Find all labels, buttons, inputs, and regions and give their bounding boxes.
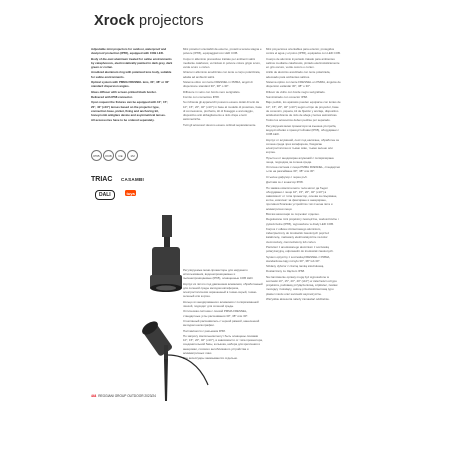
paragraph: Glass diffuser with screen-printed black border. <box>91 89 157 94</box>
distance-icon: 1M <box>127 150 138 161</box>
paragraph: Mini proiettori orientabili da esterno, protetti a tenuta stagna e polvere (IP65), equipaggiati con LED COB. <box>183 47 262 56</box>
paragraph: Стеклянный рассеиватель с черной рамкой, нанесенной методом шелкографии. <box>183 318 260 328</box>
paragraph: Регулируеми мини прожектори за външна употреба, водоустойчиви и прахоустойчиви (IP65), оборудвани с COB LED. <box>266 123 339 137</box>
title-brand: Xrock <box>94 13 135 29</box>
paragraph: Cuerpo de aluminio inyectado tratado para ambientes salinos mediante cataforesis, pintado electrostáticamente en gris oscuro, verde oscuro o corten. <box>266 56 340 69</box>
paragraph: Sistema ottico con lente FRESNEL in PMMA, angoli di dispersione standard 30°, 38° o 30°. <box>183 79 253 89</box>
paragraph: Sistema óptico con lente FRESNEL en PMMA, ángulos de dispersión estándar 30°, 38° o 30°. <box>266 79 341 89</box>
paragraph: Upon request the fixtures can be equipped with 10°, 15°, 20°, 40° (x10°) lenses based on the projector type, connection base, picket, fixing and anchoring kit, honeycomb antiglare device and asymmetrical lenses. <box>91 100 169 117</box>
paragraph: Ghiera in alluminio anodizzato con lente a corpo polarizzata, adatta ad ambienti salini. <box>183 70 261 79</box>
footer-text: REGGIANI GROUP OUTDOOR 2023/24 <box>98 394 156 398</box>
ik08-icon: IK08 <box>103 150 114 161</box>
paragraph: Fornito con connettore IP68. <box>183 94 220 99</box>
paragraph: Регулируемые мини-прожекторы для наружного использования, водонепроницаемые и пыленепроницаемые (IP65), оснащенные COB LED. <box>183 268 254 281</box>
paragraph: Na zamówienie oprawy mogą być wyposażone w soczewki 10°, 15°, 20°, 40° (x10°) w zależności od typu projektora, podstawę przyłączeniową, szpikulec, zestaw mocujący i kotwiący, osłonę przeciwolśnieniową typu plaster miodu oraz soczewki asymetryczne. <box>266 274 338 296</box>
paragraph: Difusor de vidrio con borde negro serigrafiado. <box>266 89 326 94</box>
certification-icons <box>91 150 174 210</box>
paragraph: Pierścień z anodowanego aluminium z soczewką polaryzacyjną, odpowiedni do środowisk zasolonych. <box>266 244 334 254</box>
mount-plate <box>162 215 172 237</box>
product-images <box>90 215 265 410</box>
paragraph: Su richiesta gli apparecchi possono essere dotati di lenti da 10°, 15°, 20°, 40° (x10°) in base al modello di proiettore, base di connessione, picchetto, kit di fissaggio e ancoraggio, dispositivo anti abbagliamento a nido d'ape e lenti asimmetriche. <box>183 100 262 122</box>
paragraph: Корпус от алуминий, леят под налягане, обработен за солена среда чрез катафореза, боядисан електростатично в тъмно сиво, тъмно зелено или кортен. <box>266 137 339 155</box>
paragraph: Dostarczany ze złączem IP68. <box>266 269 305 274</box>
dali-logo: DALI <box>95 190 115 200</box>
text-italian <box>183 47 263 143</box>
paragraph: Стъклен дифузор с черен ръб. <box>266 174 308 179</box>
paragraph: Bajo pedido, los aparatos pueden equiparse con lentes de 10°, 15°, 20°, 40° (x10°) según el tipo de proyector, base de conexión, piqueta, kit de fijación y anclaje, dispositivo antideslumbrante de nido de abeja y lentes asimétricas. <box>266 100 341 117</box>
paragraph: Оптична система с леща PMMA FRESNEL, стандартни ъгли на разсейване 30°, 38° или 30°. <box>266 165 340 174</box>
tuya-logo: tuya <box>126 190 135 196</box>
paragraph: Anodized aluminum ring with polarized lens body, suitable for saline environments. <box>91 70 172 79</box>
paragraph: Optical system with PMMA FRESNEL lens, 30°, 38° or 30° standard dispersion angles. <box>91 79 170 89</box>
paragraph: Diffusore in vetro con bordo nero serigrafato. <box>183 89 241 94</box>
paragraph: Adjustable mini projectors for outdoor, waterproof and dustproof protection (IP65), equipped with COB LED. <box>91 47 167 56</box>
paragraph: Delivered with IP68 connector. <box>91 94 133 99</box>
intro-english <box>91 47 174 124</box>
paragraph: Anillo de aluminio anodizado con lente polarizada, adecuado para ambientes salinos. <box>266 70 331 79</box>
paragraph: Suministrado con conector IP68. <box>266 94 308 99</box>
paragraph: Оптическая система с линзой PMMA FRESNEL, стандартные углы рассеивания 30°, 38° или 30°. <box>183 309 249 318</box>
paragraph: Wszystkie akcesoria należy zamawiać oddzielnie. <box>266 297 330 302</box>
spike-connector <box>164 345 168 359</box>
projector-wall-mount-image <box>150 215 182 292</box>
paragraph: System optyczny z soczewką FRESNEL z PMMA, standardowe kąty rozsyłu 30°, 38° lub 30°. <box>266 254 331 263</box>
paragraph: Всички аксесоари се поръчват отделно. <box>266 211 320 216</box>
ip65-icon: IP65 <box>91 150 102 161</box>
paragraph: Все аксессуары заказываются отдельно. <box>183 356 238 361</box>
paragraph: Доставя се с конектор IP68. <box>266 180 304 185</box>
page-title <box>94 13 204 29</box>
ce-icon: CE <box>115 150 126 161</box>
paragraph: По запросу светильники могут быть оснащены линзами 10°, 15°, 20°, 40° (x10°), в зависимости от типа прожектора, соединительной базы, колышка, набора для крепления и анкеровки, сотового антибликового устройства и асимметричных линз. <box>183 333 263 355</box>
paragraph: Поставляется с разъемом IP68. <box>183 328 226 333</box>
page-number: 444 <box>91 394 97 398</box>
paragraph: Кольцо из анодированного алюминия с поляризованной линзой, подходит для соленой среды. <box>183 299 259 308</box>
power-cable <box>168 355 208 385</box>
paragraph: Пръстен от анодизиран алуминий с поляризирана леща, подходящ за солена среда. <box>266 155 334 164</box>
ground-spike <box>164 359 168 401</box>
triac-logo: TRIAC <box>91 176 113 183</box>
paragraph: Mini proyectores orientables para exterior, protegidos contra el agua y el polvo (IP65), equipados con LED COB. <box>266 47 341 56</box>
paragraph: По заявка осветителните тела могат да бъдат оборудвани с лещи 10°, 15°, 20°, 40° (x10°) в зависимост от типа прожектор, основа за свързване, колче, комплект за фиксиране и анкериране, противоотблясково устройство тип пчелна пита и асиметрични лещи. <box>266 185 338 211</box>
paragraph: Todos los accesorios deben pedirse por separado. <box>266 118 331 123</box>
paragraph: Corpo in alluminio pressofuso trattato per ambienti salini mediante cataforesi, verniciato in polvere colore grigio scuro, verde scuro o corten. <box>183 56 261 69</box>
paragraph: Szklany dyfuzor z czarną ramką sitodrukową. <box>266 264 324 269</box>
paragraph: Tutti gli accessori devono essere ordinati separatamente. <box>183 122 257 127</box>
text-right-column <box>266 47 341 372</box>
casambi-logo: CASAMBI <box>121 177 145 182</box>
paragraph: Korpus z odlewu ciśnieniowego aluminium, zabezpieczony do środowisk zasolonych poprzez kataforezę, malowany elektrostatycznie na kolor ciemnoszary, ciemnozielony lub corten. <box>266 226 330 244</box>
projector-spike-image <box>140 319 208 401</box>
paragraph: Корпус из литого под давлением алюминия, обработанный для соленой среды методом катафореза, электростатически окрашенный в темно-серый, темно-зеленый или кортен. <box>183 281 263 299</box>
page-footer <box>91 394 156 398</box>
paragraph: Body of die-cast aluminum treated for saline environments by cataphoresis, electrostatically painted in dark grey, dark green or corten. <box>91 56 173 69</box>
paragraph: Regulowane mini projektory zewnętrzne, wodoszczelne i pyłoszczelne (IP65), wyposażone w diody LED COB. <box>266 217 339 226</box>
title-product: projectors <box>138 13 204 29</box>
paragraph: All accessories have to be ordered separately. <box>91 118 155 123</box>
